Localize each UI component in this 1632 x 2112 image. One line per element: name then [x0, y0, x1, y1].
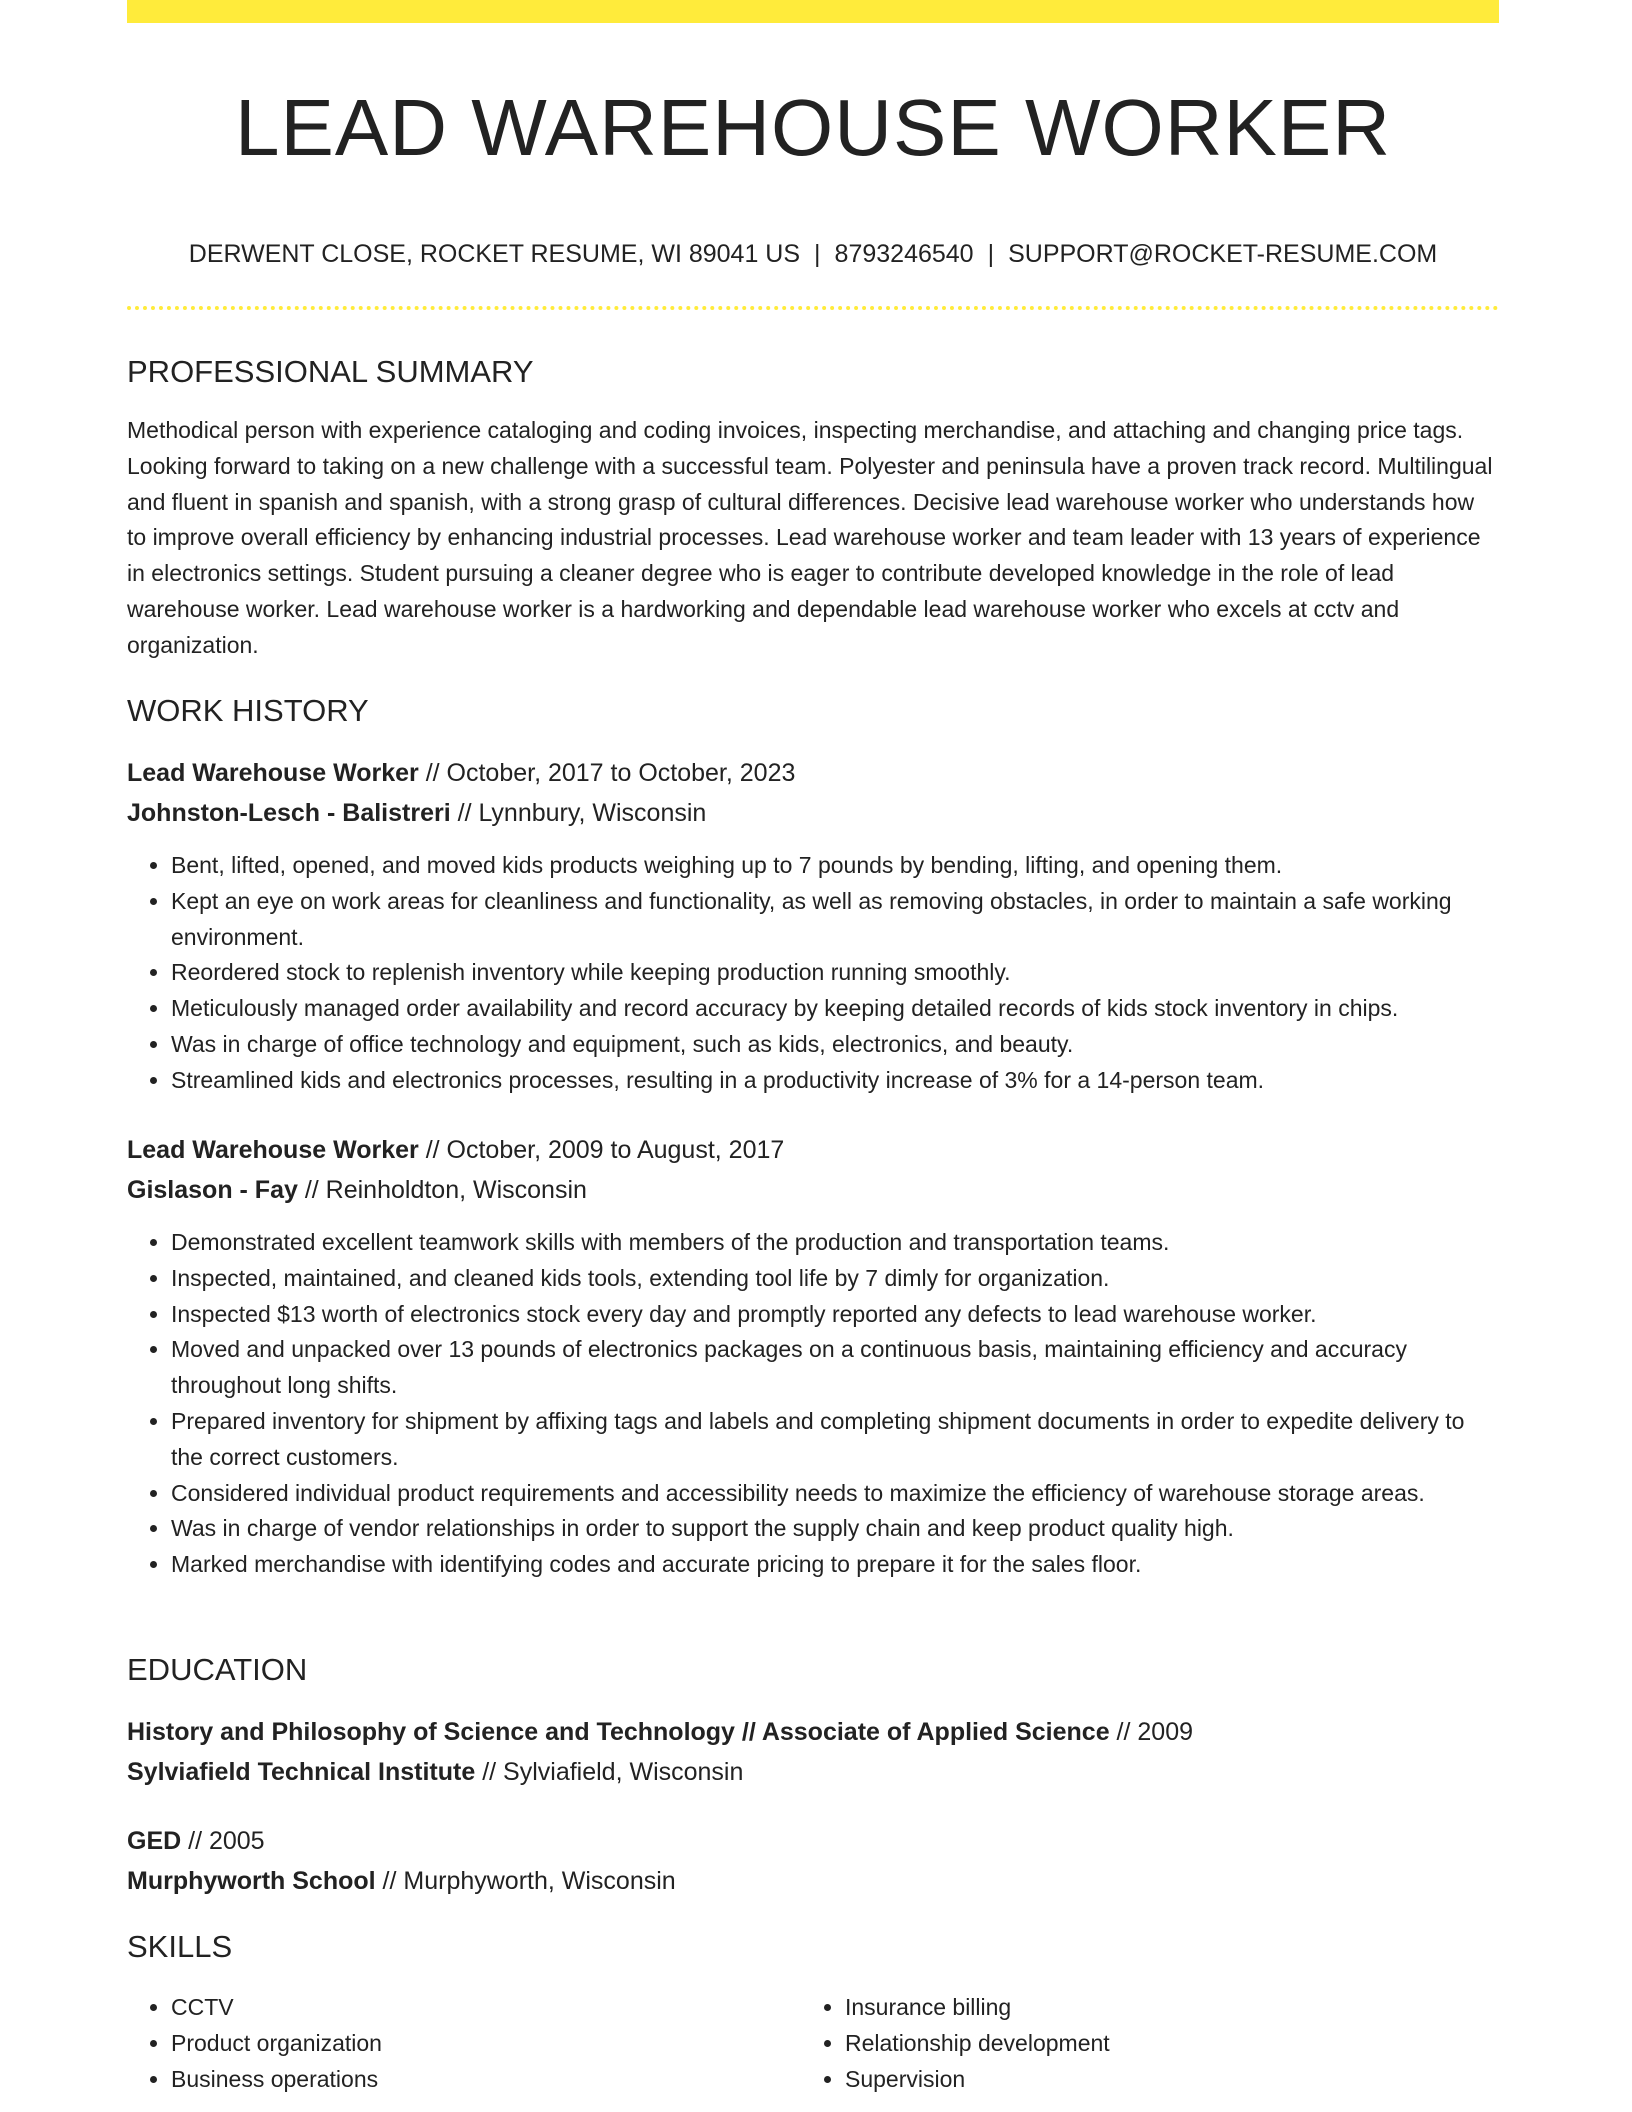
education-heading: EDUCATION: [127, 1652, 308, 1687]
job-title-line: [127, 1130, 784, 1170]
education-year: // 2005: [181, 1827, 265, 1855]
skills-list-right: [801, 1990, 1445, 2097]
list-item: • Reordered stock to replenish inventory while keeping production running smoothly.: [171, 955, 1499, 991]
skills-heading: SKILLS: [127, 1929, 233, 1964]
list-item: • Was in charge of vendor relationships in order to support the supply chain and keep product quality high.: [171, 1511, 1499, 1547]
header-divider: [127, 306, 1499, 310]
job-bullets: [127, 848, 1499, 1099]
skill-item: • Relationship development: [845, 2026, 1445, 2062]
resume-name: LEAD WAREHOUSE WORKER: [235, 83, 1391, 172]
skill-item: • Business operations: [171, 2062, 771, 2098]
summary-text: Methodical person with experience cataloging and coding invoices, inspecting merchandise, and attaching and changing price tags. Looking forward to taking on a new challenge with a successful team. Polyester and peninsula have a proven track record. Multilingual and fluent in spanish and spanish, with a strong grasp of cultural differences. Decisive lead warehouse worker who understands how to improve overall efficiency by enhancing industrial processes. Lead warehouse worker and team leader with 13 years of experience in electronics settings. Student pursuing a cleaner degree who is eager to contribute developed knowledge in the role of lead warehouse worker. Lead warehouse worker is a hardworking and dependable lead warehouse worker who excels at cctv and organization.: [127, 417, 1493, 658]
contact-separator: |: [814, 240, 821, 268]
contact-phone: 8793246540: [834, 240, 974, 268]
list-item: • Bent, lifted, opened, and moved kids products weighing up to 7 pounds by bending, lifting, and opening them.: [171, 848, 1499, 884]
job-location: // Lynnbury, Wisconsin: [450, 799, 707, 827]
accent-top-bar: [127, 0, 1499, 23]
job-dates: // October, 2017 to October, 2023: [418, 759, 796, 787]
list-item: • Was in charge of office technology and equipment, such as kids, electronics, and beauty.: [171, 1027, 1499, 1063]
skill-item: • Supervision: [845, 2062, 1445, 2098]
contact-email: SUPPORT@ROCKET-RESUME.COM: [1008, 240, 1438, 268]
education-school: Murphyworth School: [127, 1867, 376, 1895]
education-school-line: [127, 1752, 743, 1792]
contact-separator: |: [987, 240, 995, 268]
education-degree: History and Philosophy of Science and Technology // Associate of Applied Science: [127, 1718, 1110, 1746]
skills-list-left: [127, 1990, 771, 2097]
education-degree: GED: [127, 1827, 182, 1855]
job-company: Gislason - Fay: [127, 1176, 298, 1204]
list-item: • Meticulously managed order availability and record accuracy by keeping detailed records of kids stock inventory in chips.: [171, 991, 1499, 1027]
education-year: // 2009: [1109, 1718, 1194, 1746]
list-item: • Considered individual product requirements and accessibility needs to maximize the efficiency of warehouse storage areas.: [171, 1476, 1499, 1512]
education-school-line: [127, 1861, 676, 1901]
contact-address: DERWENT CLOSE, ROCKET RESUME, WI 89041 US: [188, 240, 801, 268]
job-title-line: [127, 753, 795, 793]
job-role: Lead Warehouse Worker: [127, 759, 419, 787]
list-item: • Kept an eye on work areas for cleanliness and functionality, as well as removing obstacles, in order to maintain a safe working environment.: [171, 884, 1499, 956]
education-location: // Murphyworth, Wisconsin: [375, 1867, 676, 1895]
skill-item: • Insurance billing: [845, 1990, 1445, 2026]
job-role: Lead Warehouse Worker: [127, 1136, 419, 1164]
summary-heading: PROFESSIONAL SUMMARY: [127, 354, 534, 389]
list-item: • Marked merchandise with identifying codes and accurate pricing to prepare it for the sales floor.: [171, 1547, 1499, 1583]
list-item: • Prepared inventory for shipment by affixing tags and labels and completing shipment documents in order to expedite delivery to the correct customers.: [171, 1404, 1499, 1476]
job-location: // Reinholdton, Wisconsin: [297, 1176, 587, 1204]
education-degree-line: [127, 1712, 1193, 1752]
work-history-heading: WORK HISTORY: [127, 693, 369, 728]
job-bullets: [127, 1225, 1499, 1583]
skill-item: • CCTV: [171, 1990, 771, 2026]
education-degree-line: [127, 1821, 265, 1861]
list-item: • Streamlined kids and electronics processes, resulting in a productivity increase of 3% for a 14-person team.: [171, 1063, 1499, 1099]
job-company-line: [127, 1170, 587, 1210]
education-location: // Sylviafield, Wisconsin: [475, 1758, 744, 1786]
skill-item: • Product organization: [171, 2026, 771, 2062]
list-item: • Demonstrated excellent teamwork skills with members of the production and transportation teams.: [171, 1225, 1499, 1261]
list-item: • Moved and unpacked over 13 pounds of electronics packages on a continuous basis, maintaining efficiency and accuracy throughout long shifts.: [171, 1332, 1499, 1404]
job-company-line: [127, 793, 706, 833]
list-item: • Inspected $13 worth of electronics stock every day and promptly reported any defects to lead warehouse worker.: [171, 1297, 1499, 1333]
job-dates: // October, 2009 to August, 2017: [418, 1136, 785, 1164]
job-company: Johnston-Lesch - Balistreri: [127, 799, 451, 827]
contact-line: [127, 238, 1499, 270]
list-item: • Inspected, maintained, and cleaned kids tools, extending tool life by 7 dimly for organization.: [171, 1261, 1499, 1297]
education-school: Sylviafield Technical Institute: [127, 1758, 476, 1786]
